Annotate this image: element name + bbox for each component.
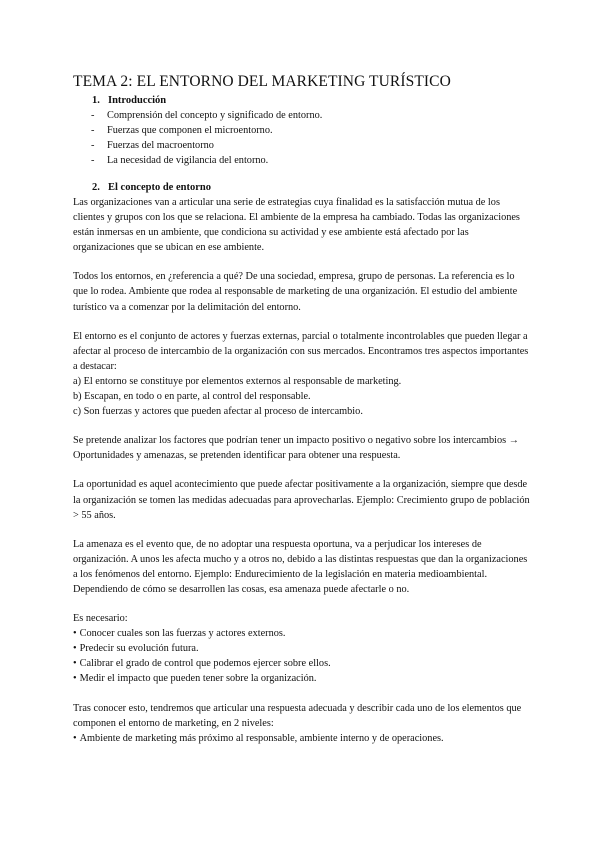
section-heading-concepto: [73, 181, 530, 195]
list-item: - Fuerzas del macroentorno: [91, 138, 530, 153]
list-item: - La necesidad de vigilancia del entorno.: [91, 153, 530, 168]
paragraph: Las organizaciones van a articular una serie de estrategias cuya finalidad es la satisfacción mutua de los clientes y grupos con los que se relaciona. El ambiente de la empresa ha cambiado. Todas las organizaciones están inmersas en un ambiente, que condiciona su actividad y ese ambiente está afectado por las organizaciones que se ubican en ese ambiente.: [73, 197, 520, 254]
list-item: - Comprensión del concepto y significado de entorno.: [91, 108, 530, 123]
intro-list: [73, 108, 530, 168]
section-number: 1.: [92, 95, 100, 106]
section-title: Introducción: [108, 95, 167, 106]
paragraph: Es necesario:: [73, 613, 128, 625]
paragraph: El entorno es el conjunto de actores y fuerzas externas, parcial o totalmente incontrolables que pueden llegar a afectar al proceso de intercambio de la organización con sus mercados. Encontramos tres aspectos importantes a destacar:: [73, 330, 529, 372]
list-item: a) El entorno se constituye por elementos externos al responsable de marketing.: [73, 375, 402, 387]
paragraph: La amenaza es el evento que, de no adoptar una respuesta oportuna, va a perjudicar los intereses de organización. A unos les afecta mucho y a otros no, debido a las distintas respuestas que dan la organizaciones a los fenómenos del entorno. Ejemplo: Endurecimiento de la legislación en materia medioambiental. Dependiendo de cómo se desarrollen las cosas, esa amenaza puede afectarle o no.: [73, 538, 528, 595]
list-item: - Fuerzas que componen el microentorno.: [91, 123, 530, 138]
section-number: 2.: [92, 182, 100, 193]
paragraph: Tras conocer esto, tendremos que articular una respuesta adecuada y describir cada uno de los elementos que componen el entorno de marketing, en 2 niveles:: [73, 702, 522, 729]
list-item: b) Escapan, en todo o en parte, al control del responsable.: [73, 391, 311, 403]
paragraph: Todos los entornos, en ¿referencia a qué? De una sociedad, empresa, grupo de personas. La referencia es lo que lo rodea. Ambiente que rodea al responsable de marketing de una organización. El estudio del ambiente turístico va a comenzar por la delimitación del entorno.: [73, 271, 518, 313]
section-heading-introduccion: [73, 94, 530, 108]
bullet-item: • Conocer cuales son las fuerzas y actores externos.: [73, 626, 530, 641]
bullet-item: • Medir el impacto que pueden tener sobre la organización.: [73, 671, 530, 686]
list-item: c) Son fuerzas y actores que pueden afectar al proceso de intercambio.: [73, 406, 363, 418]
paragraph: Se pretende analizar los factores que podrían tener un impacto positivo o negativo sobre los intercambios → Oportunidades y amenazas, se pretenden identificar para obtener una respuesta.: [73, 435, 520, 462]
document-title: TEMA 2: EL ENTORNO DEL MARKETING TURÍSTICO: [73, 73, 451, 90]
bullet-item: • Calibrar el grado de control que podemos ejercer sobre ellos.: [73, 656, 530, 671]
bullet-item: • Predecir su evolución futura.: [73, 641, 530, 656]
bullet-item: • Ambiente de marketing más próximo al responsable, ambiente interno y de operaciones.: [73, 731, 530, 746]
paragraph: La oportunidad es aquel acontecimiento que puede afectar positivamente a la organización, siempre que desde la organización se tomen las medidas adecuadas para aprovecharlas. Ejemplo: Crecimiento grupo de población > 55 años.: [73, 479, 530, 521]
section-title: El concepto de entorno: [108, 182, 211, 193]
